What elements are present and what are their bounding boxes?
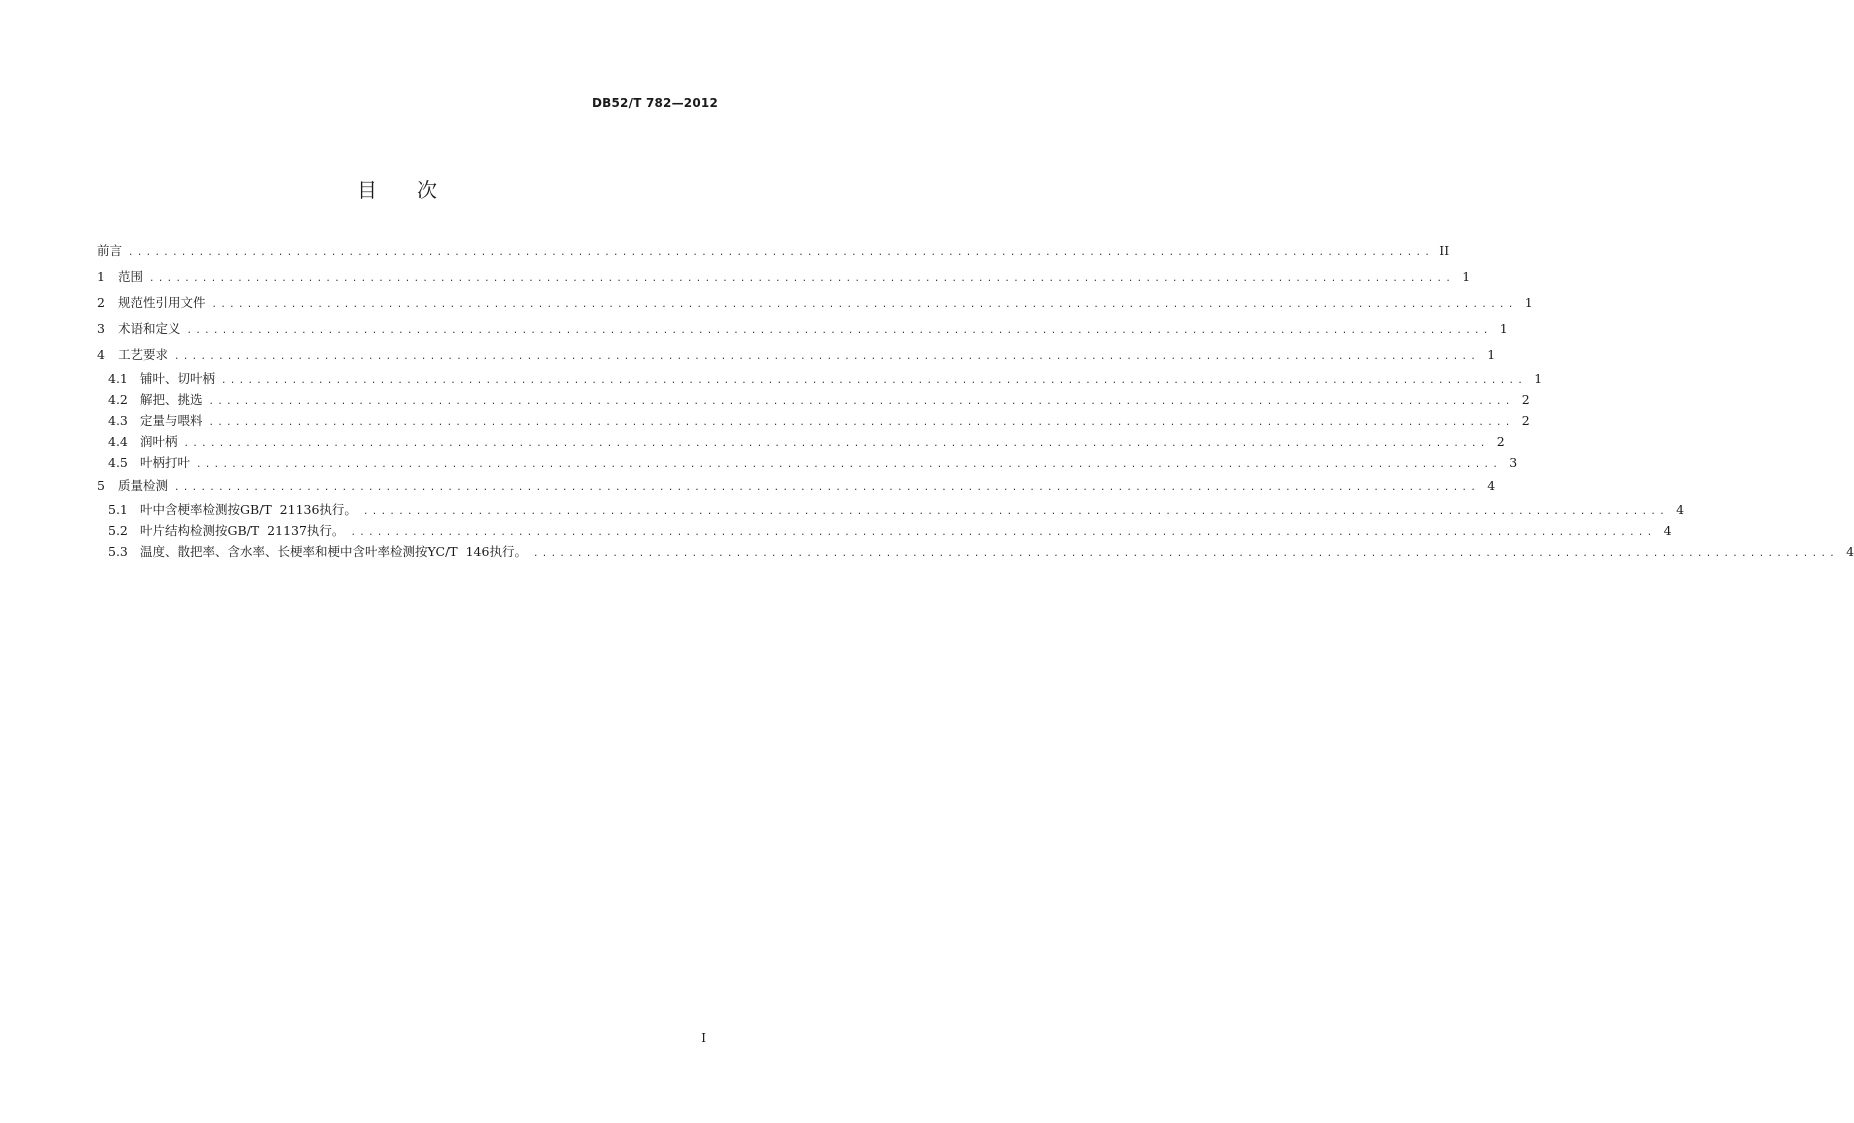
toc-entry-4-3[interactable] bbox=[97, 410, 1530, 431]
dot-leader: .................................................................................................................................................... bbox=[208, 418, 1514, 428]
toc-entry-label: 前言 bbox=[97, 243, 123, 258]
toc-entry-2[interactable] bbox=[97, 290, 1533, 316]
toc-entry-5-2[interactable] bbox=[97, 520, 1672, 541]
toc-entry-page: 1 bbox=[1499, 321, 1508, 336]
dot-leader: .................................................................................................................................................... bbox=[196, 460, 1502, 470]
dot-leader: .................................................................................................................................................... bbox=[211, 300, 1517, 310]
dot-leader: .................................................................................................................................................... bbox=[128, 248, 1434, 258]
toc-entry-page: 1 bbox=[1487, 347, 1496, 362]
toc-entry-page: 4 bbox=[1487, 478, 1496, 493]
toc-entry-label: 4.2 解把、挑选 bbox=[108, 392, 203, 407]
dot-leader: .................................................................................................................................................... bbox=[183, 439, 1489, 449]
toc-entry-label: 1 范围 bbox=[97, 269, 144, 284]
toc-entry-page: 4 bbox=[1663, 523, 1672, 538]
toc-entry-4[interactable] bbox=[97, 342, 1496, 368]
dot-leader: .................................................................................................................................................... bbox=[362, 507, 1669, 517]
toc-title: 目次 bbox=[357, 178, 477, 202]
toc-entry-4-2[interactable] bbox=[97, 389, 1530, 410]
dot-leader: .................................................................................................................................................... bbox=[174, 352, 1480, 362]
toc-entry-label: 4.5 叶柄打叶 bbox=[108, 455, 191, 470]
toc-entry-foreword[interactable] bbox=[97, 238, 1450, 264]
toc-entry-4-1[interactable] bbox=[97, 368, 1543, 389]
dot-leader: .................................................................................................................................................... bbox=[174, 483, 1480, 493]
toc-entry-page: 4 bbox=[1676, 502, 1685, 517]
toc-entry-4-4[interactable] bbox=[97, 431, 1505, 452]
dot-leader: .................................................................................................................................................... bbox=[186, 326, 1492, 336]
toc-entry-label: 5 质量检测 bbox=[97, 478, 169, 493]
table-of-contents bbox=[97, 238, 1854, 562]
toc-entry-page: 1 bbox=[1462, 269, 1471, 284]
toc-entry-label: 4.3 定量与喂料 bbox=[108, 413, 203, 428]
toc-entry-page: 4 bbox=[1846, 544, 1854, 559]
toc-entry-label: 3 术语和定义 bbox=[97, 321, 181, 336]
toc-entry-label: 5.3 温度、散把率、含水率、长梗率和梗中含叶率检测按YC/T 146执行。 bbox=[108, 544, 527, 559]
toc-entry-4-5[interactable] bbox=[97, 452, 1518, 473]
toc-entry-page: II bbox=[1439, 243, 1450, 258]
toc-entry-3[interactable] bbox=[97, 316, 1508, 342]
toc-entry-5-1[interactable] bbox=[97, 499, 1685, 520]
toc-entry-page: 2 bbox=[1521, 392, 1530, 407]
toc-entry-5-3[interactable] bbox=[97, 541, 1854, 562]
toc-entry-page: 2 bbox=[1521, 413, 1530, 428]
toc-entry-label: 5.1 叶中含梗率检测按GB/T 21136执行。 bbox=[108, 502, 357, 517]
toc-entry-label: 5.2 叶片结构检测按GB/T 21137执行。 bbox=[108, 523, 345, 538]
page-number: I bbox=[701, 1031, 706, 1045]
dot-leader: .................................................................................................................................................... bbox=[149, 274, 1455, 284]
toc-entry-label: 4.4 润叶柄 bbox=[108, 434, 178, 449]
dot-leader: .................................................................................................................................................... bbox=[532, 549, 1839, 559]
toc-entry-5[interactable] bbox=[97, 473, 1496, 499]
document-code: DB52/T 782—2012 bbox=[592, 96, 718, 110]
dot-leader: .................................................................................................................................................... bbox=[208, 397, 1514, 407]
toc-entry-1[interactable] bbox=[97, 264, 1471, 290]
toc-entry-label: 4 工艺要求 bbox=[97, 347, 169, 362]
toc-entry-page: 3 bbox=[1509, 455, 1518, 470]
toc-entry-page: 1 bbox=[1534, 371, 1543, 386]
toc-entry-label: 4.1 铺叶、切叶柄 bbox=[108, 371, 216, 386]
toc-entry-label: 2 规范性引用文件 bbox=[97, 295, 206, 310]
toc-entry-page: 2 bbox=[1496, 434, 1505, 449]
toc-entry-page: 1 bbox=[1524, 295, 1533, 310]
dot-leader: .................................................................................................................................................... bbox=[221, 376, 1527, 386]
dot-leader: .................................................................................................................................................... bbox=[350, 528, 1656, 538]
